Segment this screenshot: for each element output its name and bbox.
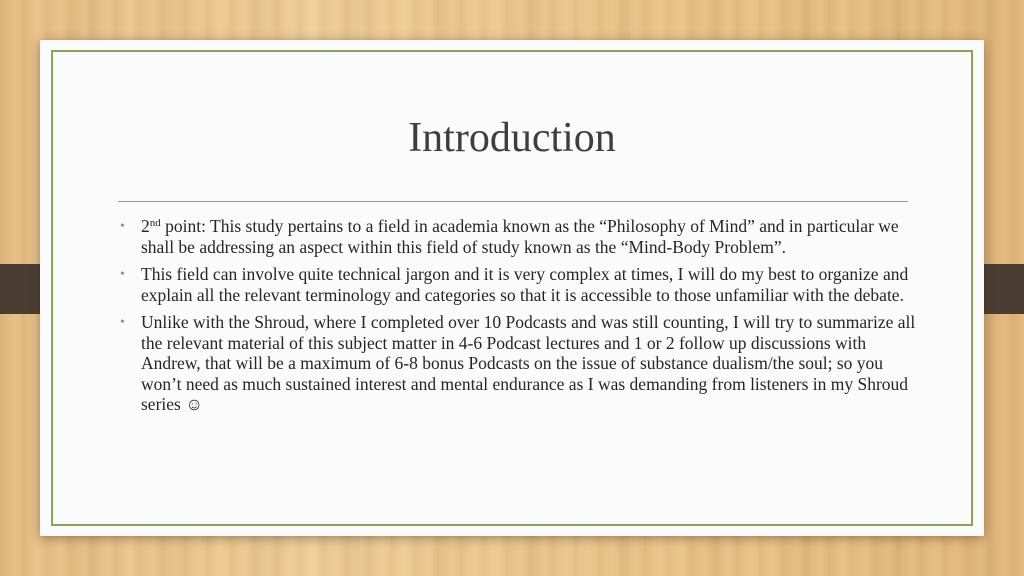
bullet-item-2 [120, 264, 920, 305]
bullet-dot-icon: • [120, 219, 125, 234]
title-divider [118, 201, 908, 202]
bullet-3-text: Unlike with the Shroud, where I completed over 10 Podcasts and was still counting, I will try to summarize all the relevant material of this subject matter in 4-6 Podcast lectures and 1 or 2 follow up discussions with Andrew, that will be a maximum of 6-8 bonus Podcasts on the issue of substance dualism/the soul; so you won’t need as much sustained interest and mental endurance as I was demanding from listeners in my Shroud series ☺ [141, 312, 916, 414]
bullet-2-text: This field can involve quite technical jargon and it is very complex at times, I will do my best to organize and explain all the relevant terminology and categories so that it is accessible to those unfamiliar with the debate. [141, 264, 909, 305]
bullet-item-1 [120, 216, 920, 257]
bullet-dot-icon: • [120, 315, 125, 330]
bullet-1-superscript: nd [149, 217, 161, 229]
bullet-list [120, 216, 920, 422]
slide-card [40, 40, 984, 536]
bullet-item-3 [120, 312, 920, 415]
bullet-1-text: point: This study pertains to a field in academia known as the “Philosophy of Mind” and in particular we shall be addressing an aspect within this field of study known as the “Mind-Body Problem”. [141, 216, 899, 257]
slide-title: Introduction [408, 115, 616, 161]
bullet-dot-icon: • [120, 267, 125, 282]
bullet-1-prefix: 2 [141, 216, 150, 236]
